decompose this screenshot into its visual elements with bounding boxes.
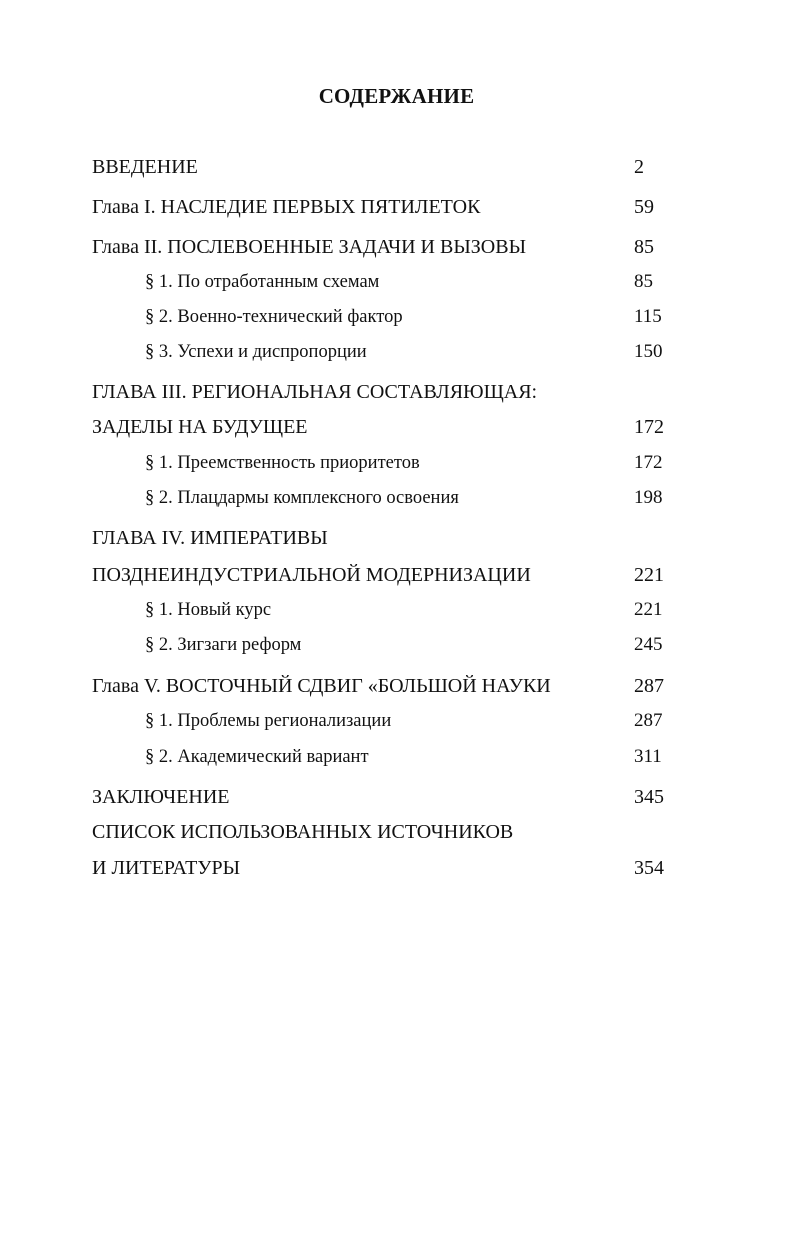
toc-entry-label: § 1. Преемственность приоритетов	[145, 453, 420, 473]
toc-subentry	[0, 707, 793, 735]
page-title: СОДЕРЖАНИЕ	[318, 84, 475, 108]
toc-entry-label: Глава V. ВОСТОЧНЫЙ СДВИГ «БОЛЬШОЙ НАУКИ	[92, 675, 551, 697]
toc-subentry	[0, 338, 793, 366]
toc-entry-label: СПИСОК ИСПОЛЬЗОВАННЫХ ИСТОЧНИКОВ	[92, 821, 514, 843]
toc-entry-label: Глава I. НАСЛЕДИЕ ПЕРВЫХ ПЯТИЛЕТОК	[92, 196, 481, 218]
toc-entry-label: § 2. Академический вариант	[145, 747, 369, 767]
toc-page-number: 59	[634, 196, 654, 218]
toc-entry	[0, 378, 793, 406]
toc-entry-label: § 3. Успехи и диспропорции	[145, 342, 367, 362]
toc-subentry	[0, 268, 793, 296]
toc-entry	[0, 413, 793, 441]
toc-page-number: 115	[634, 306, 662, 327]
toc-entry	[0, 193, 793, 221]
toc-page-number: 198	[634, 487, 663, 508]
toc-subentry	[0, 484, 793, 512]
toc-entry	[0, 561, 793, 589]
toc-entry-label: ПОЗДНЕИНДУСТРИАЛЬНОЙ МОДЕРНИЗАЦИИ	[92, 564, 531, 586]
toc-entry-label: § 2. Плацдармы комплексного освоения	[145, 488, 459, 508]
toc-entry-label: ЗАДЕЛЫ НА БУДУЩЕЕ	[92, 416, 308, 438]
toc-subentry	[0, 631, 793, 659]
toc-page-number: 172	[634, 416, 664, 438]
toc-entry-label: § 1. Проблемы регионализации	[145, 711, 392, 731]
toc-page-number: 345	[634, 786, 664, 808]
toc-entry-label: ВВЕДЕНИЕ	[92, 156, 198, 178]
toc-page-number: 245	[634, 634, 663, 655]
toc-page-number: 150	[634, 341, 663, 362]
toc-entry-label: § 2. Зигзаги реформ	[145, 635, 302, 655]
toc-subentry	[0, 596, 793, 624]
toc-entry-label: § 1. Новый курс	[145, 600, 272, 620]
toc-entry-label: § 2. Военно-технический фактор	[145, 307, 403, 327]
toc-page-number: 221	[634, 599, 663, 620]
toc-entry-label: Глава II. ПОСЛЕВОЕННЫЕ ЗАДАЧИ И ВЫЗОВЫ	[92, 236, 527, 258]
toc-entry	[0, 524, 793, 552]
toc-page-number: 354	[634, 857, 664, 879]
toc-entry	[0, 818, 793, 846]
toc-entry-label: ЗАКЛЮЧЕНИЕ	[92, 786, 230, 808]
toc-page-number: 287	[634, 710, 663, 731]
toc-subentry	[0, 303, 793, 331]
toc-entry-label: И ЛИТЕРАТУРЫ	[92, 857, 241, 879]
toc-page-number: 85	[634, 236, 654, 258]
toc-page-number: 311	[634, 746, 662, 767]
toc-entry	[0, 854, 793, 882]
toc-entry	[0, 783, 793, 811]
toc-entry	[0, 233, 793, 261]
toc-page-number: 172	[634, 452, 663, 473]
toc-entry	[0, 672, 793, 700]
toc-page-number: 85	[634, 271, 653, 292]
toc-subentry	[0, 449, 793, 477]
toc-page-number: 287	[634, 675, 664, 697]
toc-entry	[0, 153, 793, 181]
toc-entry-label: ГЛАВА IV. ИМПЕРАТИВЫ	[92, 527, 328, 549]
toc-page-number: 221	[634, 564, 664, 586]
toc-entry-label: ГЛАВА III. РЕГИОНАЛЬНАЯ СОСТАВЛЯЮЩАЯ:	[92, 381, 538, 403]
toc-page-number: 2	[634, 156, 644, 178]
toc-subentry	[0, 743, 793, 771]
toc-entry-label: § 1. По отработанным схемам	[145, 272, 380, 292]
